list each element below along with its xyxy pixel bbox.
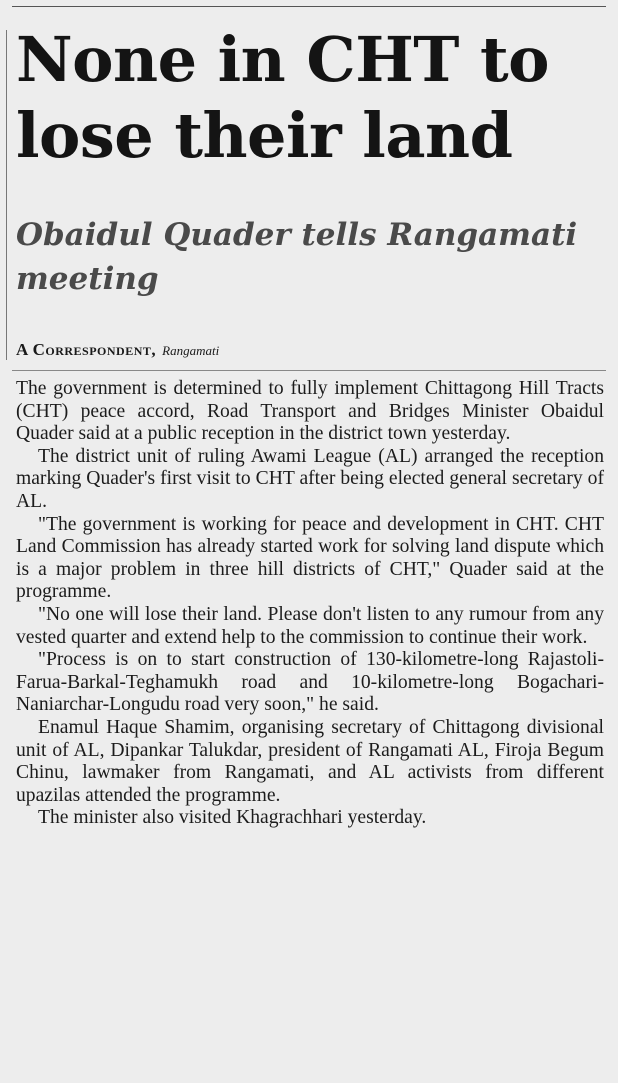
paragraph-1: The government is determined to fully implement Chittagong Hill Tracts (CHT) peace accord, Road Transport and Bridges Minister Obaidul Quader said at a public reception in the district town yesterday. — [16, 378, 604, 445]
byline-rule — [12, 370, 606, 371]
paragraph-2: The district unit of ruling Awami League (AL) arranged the reception marking Quader's first visit to CHT after being elected general secretary of AL. — [16, 445, 604, 512]
headline: None in CHT to lose their land — [16, 23, 549, 172]
paragraph-3: "The government is working for peace and development in CHT. CHT Land Commission has already started work for solving land dispute which is a major problem in three hill districts of CHT," Quader said at the programme. — [16, 513, 604, 603]
paragraph-4: "No one will lose their land. Please don't listen to any rumour from any vested quarter and extend help to the commission to continue their work. — [16, 603, 604, 648]
byline — [16, 340, 219, 360]
subheadline: Obaidul Quader tells Rangamati meeting — [16, 217, 578, 297]
left-rule — [6, 30, 7, 360]
byline-location: Rangamati — [162, 343, 220, 358]
article-body — [16, 378, 604, 830]
paragraph-7: The minister also visited Khagrachhari yesterday. — [38, 807, 427, 829]
paragraph-5: "Process is on to start construction of 130-kilometre-long Rajastoli-Farua-Barkal-Teghamukh road and 10-kilometre-long Bogachari-Naniarchar-Longudu road very soon," he said. — [16, 649, 604, 716]
top-rule — [12, 6, 606, 7]
paragraph-6: Enamul Haque Shamim, organising secretary of Chittagong divisional unit of AL, Dipankar Talukdar, president of Rangamati AL, Firoja Begum Chinu, lawmaker from Rangamati, and AL activists from different upazilas attended the programme. — [16, 716, 604, 806]
byline-author: A Correspondent, — [16, 340, 157, 359]
